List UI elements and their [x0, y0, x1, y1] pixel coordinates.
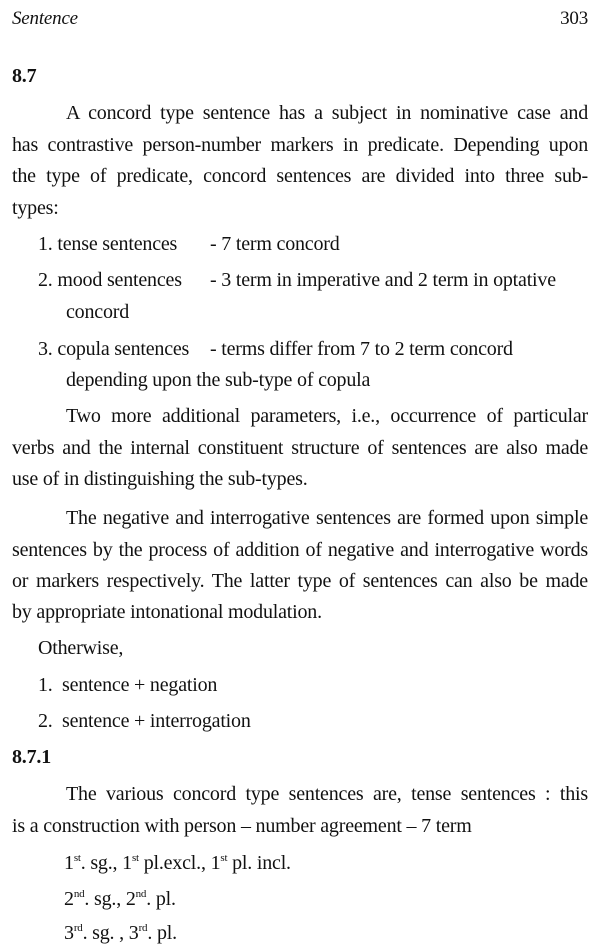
ordinal-suffix: rd	[73, 922, 83, 934]
section-8-7-1-line-2: is a construction with person – number agreement – 7 term	[12, 815, 472, 837]
list-item-3-continuation: depending upon the sub-type of copula	[66, 369, 371, 391]
list-item-1-desc: - 7 term concord	[210, 233, 340, 255]
ordinal-suffix: nd	[135, 888, 147, 900]
section-heading-8-7: 8.7	[12, 65, 37, 87]
list-item-2-desc: - 3 term in imperative and 2 term in optative	[210, 269, 556, 291]
section-heading-8-7-1: 8.7.1	[12, 746, 52, 768]
form-text: pl. incl.	[227, 852, 291, 874]
form-number: 2	[125, 888, 136, 910]
paragraph-1-line-3: the type of predicate, concord sentences are divided into three sub-	[12, 165, 588, 187]
list-item-3-label: 3. copula sentences	[38, 338, 190, 360]
ordinal-suffix: st	[73, 852, 81, 864]
paragraph-1-line-1: A concord type sentence has a subject in nominative case and	[66, 102, 588, 124]
paragraph-3-line-3: or markers respectively. The latter type of sentences can also be made	[12, 570, 588, 592]
section-8-7-1-line-1: The various concord type sentences are, tense sentences : this	[66, 783, 588, 805]
paragraph-1-line-2: has contrastive person-number markers in predicate. Depending upon	[12, 134, 588, 156]
otherwise-line: Otherwise,	[38, 637, 124, 659]
form-text: . pl.	[147, 922, 177, 944]
paragraph-3-line-1: The negative and interrogative sentences are formed upon simple	[66, 507, 588, 529]
list2-item-2-text: sentence + interrogation	[62, 710, 251, 732]
form-text: . sg. ,	[82, 922, 129, 944]
form-number: 1	[210, 852, 221, 874]
third-person-forms	[64, 921, 177, 945]
ordinal-suffix: st	[220, 852, 228, 864]
form-number: 1	[64, 852, 74, 874]
first-person-forms	[64, 851, 291, 875]
second-person-forms	[64, 887, 176, 911]
list-item-1-label: 1. tense sentences	[38, 233, 178, 255]
form-number: 2	[64, 888, 74, 910]
list-item-2-continuation: concord	[66, 301, 130, 323]
paragraph-3-line-4: by appropriate intonational modulation.	[12, 601, 322, 623]
form-text: . pl.	[146, 888, 176, 910]
paragraph-2-line-3: use of in distinguishing the sub-types.	[12, 468, 308, 490]
list2-item-2-number: 2.	[38, 710, 53, 732]
page-number: 303	[560, 8, 588, 29]
paragraph-1-line-4: types:	[12, 197, 59, 219]
form-number: 1	[122, 852, 132, 874]
form-number: 3	[128, 922, 139, 944]
paragraph-3-line-2: sentences by the process of addition of negative and interrogative words	[12, 539, 588, 561]
form-text: . sg.,	[80, 852, 123, 874]
list2-item-1-number: 1.	[38, 674, 53, 696]
ordinal-suffix: nd	[73, 888, 85, 900]
list-item-2-label: 2. mood sentences	[38, 269, 182, 291]
list-item-3-desc: - terms differ from 7 to 2 term concord	[210, 338, 513, 360]
form-number: 3	[64, 922, 74, 944]
form-text: pl.excl.,	[138, 852, 211, 874]
running-title: Sentence	[12, 8, 78, 29]
paragraph-2-line-1: Two more additional parameters, i.e., occurrence of particular	[66, 405, 588, 427]
paragraph-2-line-2: verbs and the internal constituent structure of sentences are also made	[12, 437, 588, 459]
list2-item-1-text: sentence + negation	[62, 674, 218, 696]
form-text: . sg.,	[84, 888, 126, 910]
ordinal-suffix: st	[131, 852, 139, 864]
ordinal-suffix: rd	[138, 922, 148, 934]
